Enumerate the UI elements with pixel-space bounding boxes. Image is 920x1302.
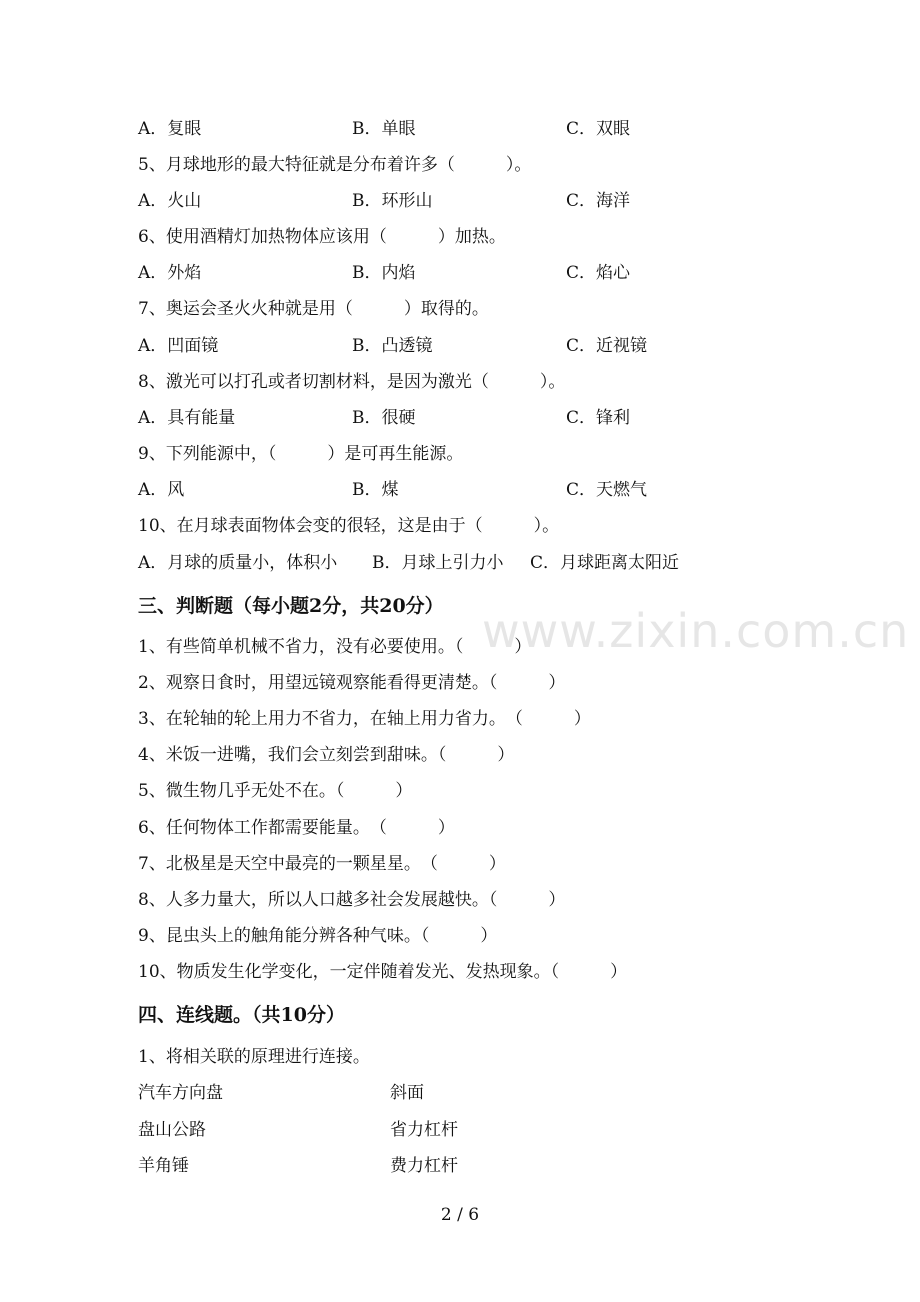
q10-option-a: A．月球的质量小，体积小 <box>138 553 338 573</box>
judge-item-8: 8、人多力量大，所以人口越多社会发展越快。（ ） <box>138 890 566 910</box>
q5-stem: 5、月球地形的最大特征就是分布着许多（ ）。 <box>138 155 532 175</box>
q7-option-b: B．凸透镜 <box>352 336 433 356</box>
match-left-2: 盘山公路 <box>138 1120 206 1140</box>
q4-option-a: A．复眼 <box>138 119 202 139</box>
watermark: www.zixin.com.cn <box>482 604 910 658</box>
q9-stem: 9、下列能源中，（ ）是可再生能源。 <box>138 444 464 464</box>
match-right-1: 斜面 <box>390 1083 424 1103</box>
section-3-title: 三、判断题（每小题2分，共20分） <box>138 595 444 617</box>
judge-item-9: 9、昆虫头上的触角能分辨各种气味。（ ） <box>138 926 498 946</box>
q10-option-c: C．月球距离太阳近 <box>530 553 680 573</box>
q5-option-b: B．环形山 <box>352 191 433 211</box>
page-number: 2 / 6 <box>440 1205 480 1225</box>
judge-item-2: 2、观察日食时，用望远镜观察能看得更清楚。（ ） <box>138 673 566 693</box>
match-left-1: 汽车方向盘 <box>138 1083 223 1103</box>
matching-question-1: 1、将相关联的原理进行连接。 <box>138 1047 370 1067</box>
q8-option-c: C．锋利 <box>566 408 631 428</box>
q9-option-c: C．天燃气 <box>566 480 648 500</box>
judge-item-6: 6、任何物体工作都需要能量。 （ ） <box>138 818 455 838</box>
q6-stem: 6、使用酒精灯加热物体应该用（ ）加热。 <box>138 227 506 247</box>
q7-option-a: A．凹面镜 <box>138 336 219 356</box>
q8-stem: 8、激光可以打孔或者切割材料，是因为激光（ ）。 <box>138 372 566 392</box>
q6-option-c: C．焰心 <box>566 263 631 283</box>
q7-option-c: C．近视镜 <box>566 336 648 356</box>
q8-option-a: A．具有能量 <box>138 408 236 428</box>
q6-option-a: A．外焰 <box>138 263 202 283</box>
q4-option-c: C．双眼 <box>566 119 631 139</box>
q10-stem: 10、在月球表面物体会变的很轻，这是由于（ ）。 <box>138 516 560 536</box>
match-left-3: 羊角锤 <box>138 1156 189 1176</box>
q5-option-a: A．火山 <box>138 191 202 211</box>
q9-option-b: B．煤 <box>352 480 399 500</box>
judge-item-7: 7、北极星是天空中最亮的一颗星星。 （ ） <box>138 854 506 874</box>
q10-option-b: B．月球上引力小 <box>372 553 504 573</box>
q7-stem: 7、奥运会圣火火种就是用（ ）取得的。 <box>138 299 489 319</box>
match-right-3: 费力杠杆 <box>390 1156 458 1176</box>
q6-option-b: B．内焰 <box>352 263 416 283</box>
judge-item-4: 4、米饭一进嘴，我们会立刻尝到甜味。（ ） <box>138 745 515 765</box>
q8-option-b: B．很硬 <box>352 408 416 428</box>
q9-option-a: A．风 <box>138 480 185 500</box>
judge-item-10: 10、物质发生化学变化，一定伴随着发光、发热现象。（ ） <box>138 962 628 982</box>
section-4-title: 四、连线题。（共10分） <box>138 1004 345 1026</box>
match-right-2: 省力杠杆 <box>390 1120 458 1140</box>
q4-option-b: B．单眼 <box>352 119 416 139</box>
judge-item-1: 1、有些简单机械不省力，没有必要使用。（ ） <box>138 637 532 657</box>
judge-item-3: 3、在轮轴的轮上用力不省力，在轴上用力省力。 （ ） <box>138 709 591 729</box>
judge-item-5: 5、微生物几乎无处不在。（ ） <box>138 781 413 801</box>
q5-option-c: C．海洋 <box>566 191 631 211</box>
